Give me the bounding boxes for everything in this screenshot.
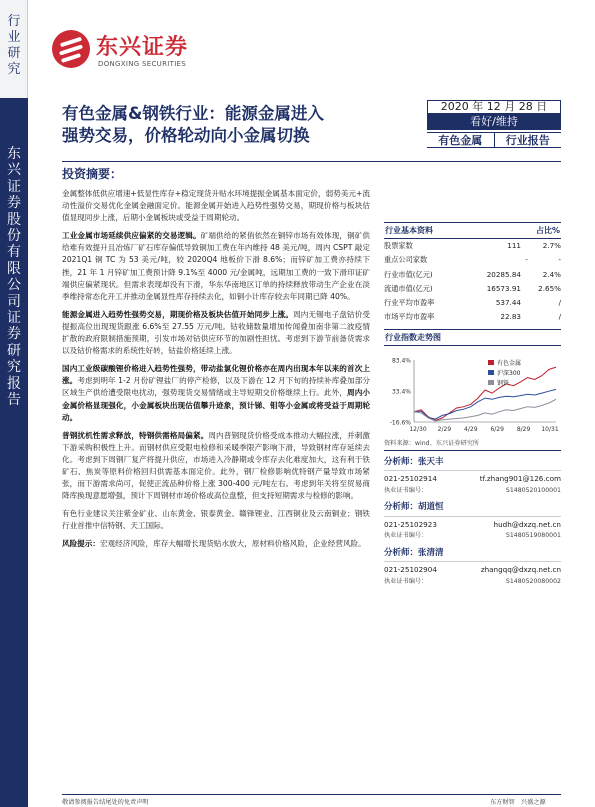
sidebar-info bbox=[384, 222, 561, 587]
paragraph: 工业金属市场延续供应偏紧的交易逻辑。矿端供给的紧俏依然在铜锌市场有效体现，铜矿供给难有效提升且冶炼厂矿石库存偏低导致铜加工费在年内维持 48 美元/吨，周内 CSPT 敲定 2021Q1 铜 TC 为 53 美元/吨，较 2020Q4 地板价下滑 8.6%；而锌矿加工费亦持续下挫，21 年 1 月锌矿加工费预计降 9.1%至 4000 元/金属吨，远期加工费的一致下滑印证矿端供应偏紧现状。但需求表现却没有下滑，华东华南地区订单的持续释放带动生产企业在淡季维持常态化开工并推动金属显性库存持续去化，如铜小计库存较去年同期已降 40%。 bbox=[62, 231, 371, 301]
analyst-name: 分析师：张天丰 bbox=[384, 457, 561, 472]
legend-swatch bbox=[488, 370, 494, 375]
report-title-line1: 有色金属&钢铁行业：能源金属进入 bbox=[62, 104, 324, 123]
side-label-bottom bbox=[0, 98, 28, 807]
abstract-body bbox=[62, 188, 370, 557]
legend-label: 沪深300 bbox=[497, 369, 521, 377]
side-label-top-text: 行业研究 bbox=[7, 14, 21, 77]
logo-mark-icon bbox=[52, 30, 90, 68]
analyst-block bbox=[384, 548, 561, 588]
paragraph: 能源金属进入趋势性强势交易，期现价格及板块估值开始同步上涨。周内无锡电子盘钴价受提振高位出现现货跟涨 6.6%至 27.55 万元/吨。钴收储数量增加传闻叠加南非第二波疫情扩散的政府限制措施预期，引发市场对钴供应环节的加剧性担忧。考虑到下游节前备货需求以及钴价格需求的系统性好转，钴盐价格延续上涨。 bbox=[62, 309, 370, 356]
rating-badge: 看好/维持 bbox=[427, 114, 561, 130]
paragraph: 普钢扰机性需求释放，特钢供需格局偏紧。周内普钢现货价格受成本推动大幅拉涨，并刺激下游采购积极性上升。而钢材供应受限电检修和采暖季限产影响下滑，导致钢材库存延续去化。考虑到下周钢厂复产将提升供应，市场进入冷静期或令库存去化难度加大，这有利于铁矿石、焦炭等原料价格回归供需基本面定价。此外，钢厂检修影响优特钢产量导致市场紧张，而下游需求尚可，促使正流品种价格上涨 300-400 元/吨左右。考虑到年关将至贸易商降库换现意愿增强，预计下周钢材市场价格或高位盘整，但支持短期需求与检修的影响。 bbox=[62, 430, 371, 501]
analyst-block bbox=[384, 457, 561, 497]
legend-label: 有色金属 bbox=[497, 359, 522, 367]
table-row: 股票家数 111 2.7% bbox=[384, 241, 561, 250]
chart-source: 资料来源：wind、东兴证券研究所 bbox=[384, 438, 561, 451]
table-row: 行业市值(亿元) 20285.84 2.4% bbox=[384, 269, 561, 279]
side-label-bottom-text: 东兴证券股份有限公司证券研究报告 bbox=[7, 146, 21, 409]
industry-table bbox=[384, 239, 561, 325]
abstract-heading: 投资摘要： bbox=[62, 167, 123, 181]
logo-name-cn: 东兴证券 bbox=[96, 35, 189, 60]
analyst-name: 分析师：张清清 bbox=[384, 548, 561, 563]
y-tick-label: 83.4% bbox=[391, 357, 411, 365]
legend-label: 钢铁 bbox=[497, 379, 510, 387]
license-number: S1480520080002 bbox=[505, 577, 561, 585]
x-tick-label: 4/29 bbox=[464, 425, 478, 433]
report-date: 2020 年 12 月 28 日 bbox=[427, 100, 561, 114]
report-title-line2: 强势交易，价格轮动向小金属切换 bbox=[62, 126, 310, 145]
footer-divider bbox=[62, 794, 561, 795]
index-trend-chart bbox=[384, 352, 561, 436]
table-row: 流通市值(亿元) 16573.91 2.65% bbox=[384, 283, 561, 293]
legend-swatch bbox=[488, 360, 494, 365]
license-label: 执业证书编号： bbox=[384, 486, 428, 494]
analyst-phone: 021-25102904 bbox=[384, 565, 437, 575]
analyst-block bbox=[384, 502, 561, 542]
company-logo bbox=[52, 28, 252, 76]
side-label-top bbox=[0, 0, 28, 98]
header-divider bbox=[62, 161, 561, 162]
paragraph: 国内工业级碳酸锂价格进入趋势性强势，带动盐氯化锂价格亦在周内出现本年以来的首次上涨。考虑到明年 1-2 月份矿锂盐厂的停产检修，以及下游在 12 月下旬的持续补库叠加部分区域生产供给遭受限电扰动，强势现货交易情绪或主导短期交价格继续上行。此外，周内小金属价格显现强化，小金属板块出现估值攀升迹象，预计锑、钼等小金属或将受益于周期轮动。 bbox=[62, 364, 371, 422]
chart-svg bbox=[384, 352, 561, 436]
y-tick-label: 33.4% bbox=[391, 388, 411, 396]
logo-name-en: DONGXING SECURITIES bbox=[98, 60, 187, 68]
license-label: 执业证书编号： bbox=[384, 577, 428, 585]
x-tick-label: 8/29 bbox=[516, 425, 531, 433]
paragraph: 金属整体低供应增速+低显性库存+稳定现货升贴水环境提振金属基本面定价，弱势美元+流动性溢价交易优化金属金融面定价。能源金属开始进入趋势性强势交易，期现价格与板块估值显现同步上涨，后期小金属板块或受益于周期轮动。 bbox=[62, 189, 370, 223]
industry-table-header: 行业基本资料 占比% bbox=[384, 222, 561, 239]
sector-label: 有色金属 bbox=[427, 132, 495, 148]
x-tick-label: 10/31 bbox=[541, 425, 559, 433]
x-tick-label: 2/29 bbox=[437, 425, 452, 433]
legend-swatch bbox=[488, 380, 494, 385]
analyst-email[interactable]: hudh@dxzq.net.cn bbox=[493, 519, 561, 529]
analyst-email[interactable]: zhangqq@dxzq.net.cn bbox=[480, 565, 561, 575]
table-row: 市场平均市盈率 22.83 / bbox=[384, 312, 561, 322]
series-line-2 bbox=[414, 399, 556, 421]
license-number: S1480520100001 bbox=[505, 486, 561, 494]
sector-type-box bbox=[427, 132, 561, 148]
analyst-email[interactable]: tf.zhang901@126.com bbox=[479, 474, 561, 484]
table-row: 行业平均市盈率 537.44 / bbox=[384, 298, 561, 308]
paragraph: 风险提示：宏观经济风险，库存大幅增长现货贴水放大，原材料价格风险，企业经营风险。 bbox=[62, 539, 366, 549]
paragraph: 有色行业建议关注紫金矿业、山东黄金、银泰黄金、赣锋锂业、江西铜业及云南铜业；钢铁行业首推中信特钢、天工国际。 bbox=[62, 509, 370, 531]
analyst-name: 分析师：胡道恒 bbox=[384, 502, 561, 517]
trend-chart-heading: 行业指数走势图 bbox=[384, 329, 561, 346]
report-title bbox=[62, 103, 392, 147]
series-line-1 bbox=[414, 389, 556, 419]
license-label: 执业证书编号： bbox=[384, 532, 428, 540]
report-type-label: 行业报告 bbox=[495, 132, 562, 148]
x-tick-label: 6/29 bbox=[490, 425, 504, 433]
y-tick-label: -16.6% bbox=[389, 419, 411, 427]
analyst-phone: 021-25102923 bbox=[384, 519, 437, 529]
analyst-phone: 021-25102914 bbox=[384, 474, 437, 484]
footer-slogan: 东方财智 兴盛之源 bbox=[490, 799, 546, 806]
table-row: 重点公司家数 - - bbox=[384, 255, 561, 265]
x-tick-label: 12/30 bbox=[409, 425, 427, 433]
license-number: S1480519080001 bbox=[505, 532, 561, 540]
footer-disclaimer: 敬请参阅报告结尾处的免责声明 bbox=[62, 799, 149, 806]
